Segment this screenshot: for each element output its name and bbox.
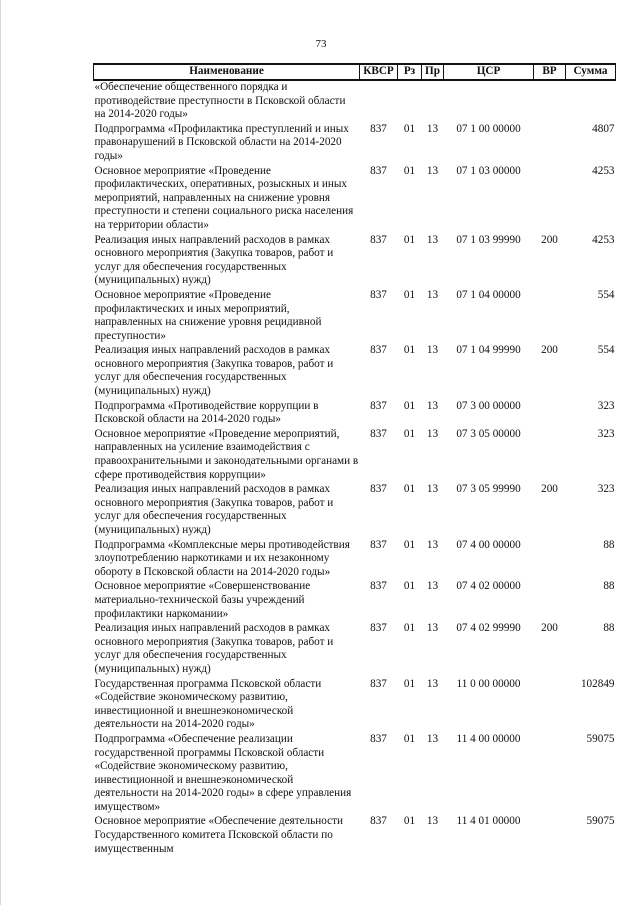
cell-sum: 88 — [603, 580, 615, 593]
cell-name: Основное мероприятие «Обеспечение деятельности Государственного комитета Псковской области по имущественным — [94, 815, 343, 855]
cell-kvsr: 837 — [370, 233, 387, 246]
cell-kvsr: 837 — [370, 288, 387, 301]
cell-vr — [534, 678, 566, 733]
cell-name: Подпрограмма «Профилактика преступлений и иных правонарушений в Псковской области на 2014-2020 годы» — [94, 122, 349, 162]
cell-pr: 13 — [426, 580, 439, 593]
cell-vr — [534, 815, 566, 857]
table-row — [94, 815, 616, 857]
table-row — [94, 580, 616, 622]
cell-name: Государственная программа Псковской области «Содействие экономическому развитию, инвестиционной и внешнеэкономической деятельности на 2014-2020 годы» — [94, 677, 322, 731]
cell-csr: 07 3 05 99990 — [456, 483, 521, 496]
table-row — [94, 483, 616, 538]
cell-pr: 13 — [426, 622, 439, 635]
cell-sum: 323 — [597, 427, 615, 440]
cell-vr: 200 — [541, 483, 558, 496]
cell-pr: 13 — [426, 538, 439, 551]
cell-name: Реализация иных направлений расходов в рамках основного мероприятия (Закупка товаров, работ и услуг для обеспечения государственных (муниципальных) нужд) — [94, 622, 334, 675]
cell-sum — [566, 80, 616, 123]
cell-rz: 01 — [403, 427, 416, 440]
cell-csr: 07 4 02 00000 — [456, 580, 521, 593]
cell-vr: 200 — [541, 622, 558, 635]
table-row — [94, 428, 616, 483]
cell-vr — [534, 123, 566, 165]
cell-csr: 11 4 01 00000 — [456, 815, 521, 828]
cell-rz: 01 — [403, 399, 416, 412]
cell-pr — [422, 80, 444, 123]
cell-pr: 13 — [426, 483, 439, 496]
table-header — [94, 64, 616, 80]
header-vr: ВР — [534, 64, 566, 80]
cell-pr: 13 — [426, 288, 439, 301]
cell-kvsr — [360, 80, 398, 123]
cell-rz: 01 — [403, 164, 416, 177]
header-csr: ЦСР — [444, 64, 534, 80]
cell-name: Реализация иных направлений расходов в рамках основного мероприятия (Закупка товаров, работ и услуг для обеспечения государственных (муниципальных) нужд) — [94, 344, 334, 398]
cell-csr — [444, 80, 534, 123]
cell-name: «Обеспечение общественного порядка и противодействие преступности в Псковской области на 2014-2020 годы» — [94, 81, 346, 121]
cell-rz: 01 — [403, 233, 416, 246]
cell-pr: 13 — [426, 122, 439, 135]
table-row — [94, 344, 616, 399]
header-sum: Сумма — [566, 64, 616, 80]
cell-vr — [534, 580, 566, 622]
cell-csr: 11 4 00 00000 — [456, 732, 521, 745]
cell-kvsr: 837 — [370, 815, 387, 828]
cell-sum: 323 — [597, 483, 615, 496]
cell-pr: 13 — [426, 732, 439, 745]
table-row — [94, 622, 616, 677]
cell-rz: 01 — [403, 677, 416, 690]
cell-name: Основное мероприятие «Проведение мероприятий, направленных на усиление взаимодействия с правоохранительными и законодательными органами в сфере противодействия коррупции» — [94, 427, 359, 481]
cell-kvsr: 837 — [370, 538, 387, 551]
cell-kvsr: 837 — [370, 622, 387, 635]
table-row — [94, 678, 616, 733]
header-pr: Пр — [422, 64, 444, 80]
cell-pr: 13 — [426, 164, 439, 177]
cell-sum: 88 — [603, 622, 615, 635]
cell-rz: 01 — [403, 122, 416, 135]
cell-kvsr: 837 — [370, 164, 387, 177]
cell-vr — [534, 539, 566, 581]
cell-kvsr: 837 — [370, 483, 387, 496]
cell-vr: 200 — [541, 344, 558, 357]
table-row — [94, 400, 616, 428]
cell-vr — [534, 400, 566, 428]
table-row — [94, 733, 616, 816]
cell-pr: 13 — [426, 677, 439, 690]
cell-kvsr: 837 — [370, 732, 387, 745]
cell-name: Основное мероприятие «Проведение профилактических и иных мероприятий, направленных на снижение уровня рецидивной преступности» — [94, 288, 322, 342]
cell-rz: 01 — [403, 732, 416, 745]
cell-sum: 4253 — [592, 233, 615, 246]
cell-sum: 59075 — [586, 732, 615, 745]
cell-rz: 01 — [403, 483, 416, 496]
cell-name: Реализация иных направлений расходов в рамках основного мероприятия (Закупка товаров, работ и услуг для обеспечения государственных (муниципальных) нужд) — [94, 483, 334, 536]
cell-sum: 102849 — [580, 677, 615, 690]
table-row — [94, 80, 616, 123]
cell-sum: 554 — [597, 344, 615, 357]
cell-kvsr: 837 — [370, 677, 387, 690]
cell-rz: 01 — [403, 288, 416, 301]
cell-csr: 07 1 00 00000 — [456, 122, 521, 135]
cell-rz: 01 — [403, 580, 416, 593]
cell-rz — [398, 80, 422, 123]
cell-csr: 07 4 00 00000 — [456, 538, 521, 551]
cell-pr: 13 — [426, 344, 439, 357]
cell-vr — [534, 80, 566, 123]
cell-csr: 07 3 05 00000 — [456, 427, 521, 440]
table-row — [94, 123, 616, 165]
cell-kvsr: 837 — [370, 427, 387, 440]
table-row — [94, 539, 616, 581]
cell-sum: 4253 — [592, 164, 615, 177]
header-rz: Рз — [398, 64, 422, 80]
cell-rz: 01 — [403, 344, 416, 357]
cell-vr — [534, 289, 566, 344]
cell-sum: 59075 — [586, 815, 615, 828]
cell-vr: 200 — [541, 233, 558, 246]
cell-name: Подпрограмма «Обеспечение реализации государственной программы Псковской области «Содействие экономическому развитию, инвестиционной и внешнеэкономической деятельности на 2014-2020 годы» в сфере управления имуществом» — [94, 732, 352, 813]
cell-pr: 13 — [426, 815, 439, 828]
table-row — [94, 289, 616, 344]
table-row — [94, 165, 616, 234]
cell-name: Реализация иных направлений расходов в рамках основного мероприятия (Закупка товаров, работ и услуг для обеспечения государственных (муниципальных) нужд) — [94, 233, 334, 287]
cell-kvsr: 837 — [370, 122, 387, 135]
cell-rz: 01 — [403, 538, 416, 551]
cell-name: Основное мероприятие «Совершенствование материально-технической базы учреждений профилактики наркомании» — [94, 580, 311, 620]
table-row — [94, 234, 616, 289]
cell-csr: 07 1 04 99990 — [456, 344, 521, 357]
page-number: 73 — [315, 38, 327, 50]
cell-sum: 88 — [603, 538, 615, 551]
cell-vr — [534, 428, 566, 483]
header-name: Наименование — [94, 64, 360, 80]
cell-kvsr: 837 — [370, 580, 387, 593]
cell-csr: 07 1 03 00000 — [456, 164, 521, 177]
cell-pr: 13 — [426, 399, 439, 412]
cell-name: Подпрограмма «Противодействие коррупции в Псковской области на 2014-2020 годы» — [94, 399, 319, 426]
cell-kvsr: 837 — [370, 344, 387, 357]
cell-csr: 11 0 00 00000 — [456, 677, 521, 690]
cell-rz: 01 — [403, 815, 416, 828]
cell-rz: 01 — [403, 622, 416, 635]
cell-csr: 07 4 02 99990 — [456, 622, 521, 635]
cell-name: Подпрограмма «Комплексные меры противодействия злоупотреблению наркотиками и их незаконному обороту в Псковской области на 2014-2020 годы» — [94, 538, 350, 578]
cell-csr: 07 1 03 99990 — [456, 233, 521, 246]
cell-pr: 13 — [426, 427, 439, 440]
budget-table — [93, 63, 616, 857]
cell-name: Основное мероприятие «Проведение профилактических, оперативных, розыскных и иных мероприятий, направленных на снижение уровня преступности и степени социального риска населения на территории области» — [94, 164, 354, 231]
cell-kvsr: 837 — [370, 399, 387, 412]
cell-sum: 4807 — [592, 122, 615, 135]
cell-csr: 07 3 00 00000 — [456, 399, 521, 412]
cell-sum: 554 — [597, 288, 615, 301]
cell-csr: 07 1 04 00000 — [456, 288, 521, 301]
header-kvsr: КВСР — [360, 64, 398, 80]
cell-vr — [534, 733, 566, 816]
cell-pr: 13 — [426, 233, 439, 246]
cell-sum: 323 — [597, 399, 615, 412]
cell-vr — [534, 165, 566, 234]
table-body — [94, 80, 616, 857]
